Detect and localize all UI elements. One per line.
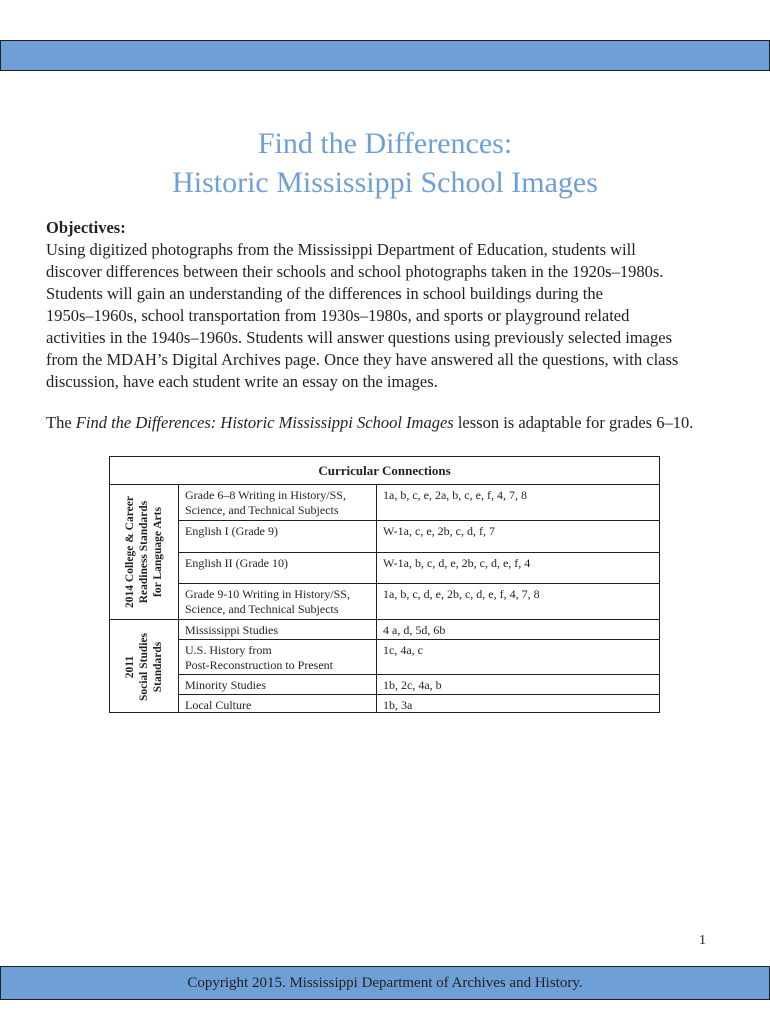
grades-note	[46, 412, 746, 434]
table-row	[179, 640, 660, 675]
title-line-1: Find the Differences:	[257, 127, 513, 160]
subject-text: Post-Reconstruction to Present	[185, 658, 333, 672]
objectives-line: activities in the 1940s–1960s. Students will answer questions using previously selected images	[46, 328, 673, 347]
table-row	[179, 521, 660, 553]
table-row	[179, 485, 660, 521]
subject-cell	[179, 584, 377, 619]
objectives-line: discover differences between their schools and school photographs taken in the 1920s–1980s.	[46, 262, 664, 281]
subject-text: Mississippi Studies	[185, 623, 279, 637]
subject-text: Grade 6–8 Writing in History/SS,	[185, 488, 346, 502]
standards-cell: 1a, b, c, e, 2a, b, c, e, f, 4, 7, 8	[383, 488, 527, 502]
page-number: 1	[699, 933, 706, 948]
subject-cell	[179, 521, 377, 552]
objectives-section	[46, 217, 736, 393]
group-label-line: 2011	[124, 655, 136, 678]
table-header: Curricular Connections	[110, 457, 659, 485]
group-label-line: Readiness Standards	[138, 500, 150, 604]
grades-prefix: The	[46, 413, 76, 432]
group-label-line: Social Studies	[138, 632, 150, 701]
objectives-line: Students will gain an understanding of the differences in school buildings during the	[46, 284, 603, 303]
subject-cell	[179, 553, 377, 583]
objectives-line: Using digitized photographs from the Mississippi Department of Education, students will	[46, 240, 636, 259]
subject-text: English II (Grade 10)	[185, 556, 288, 570]
group-label-line: for Language Arts	[152, 507, 164, 597]
subject-cell	[179, 485, 377, 520]
standards-cell: 1c, 4a, c	[383, 643, 423, 657]
page-title	[0, 124, 770, 202]
standards-cell: W-1a, b, c, d, e, 2b, c, d, e, f, 4	[383, 556, 531, 570]
group-label-social-studies	[110, 620, 179, 713]
curricular-connections-table	[109, 456, 660, 713]
group-label-line: Standards	[152, 641, 164, 692]
table-row	[179, 553, 660, 584]
standards-cell: 1a, b, c, d, e, 2b, c, d, e, f, 4, 7, 8	[383, 587, 540, 601]
standards-cell: 4 a, d, 5d, 6b	[383, 623, 446, 637]
subject-text: U.S. History from	[185, 643, 272, 657]
title-line-2: Historic Mississippi School Images	[172, 166, 598, 199]
header-band	[0, 40, 770, 71]
objectives-heading: Objectives:	[46, 218, 126, 237]
subject-text: Grade 9-10 Writing in History/SS,	[185, 587, 350, 601]
grades-suffix: lesson is adaptable for grades 6–10.	[453, 413, 694, 432]
subject-cell	[179, 620, 377, 639]
subject-cell	[179, 695, 377, 713]
lesson-name: Find the Differences: Historic Mississippi School Images	[75, 413, 454, 432]
standards-cell: 1b, 2c, 4a, b	[383, 678, 442, 692]
copyright-text: Copyright 2015. Mississippi Department of Archives and History.	[187, 974, 583, 991]
objectives-line: discussion, have each student write an essay on the images.	[46, 372, 438, 391]
standards-cell: W-1a, c, e, 2b, c, d, f, 7	[383, 524, 495, 538]
objectives-line: from the MDAH’s Digital Archives page. Once they have answered all the questions, with class	[46, 350, 679, 369]
subject-cell	[179, 640, 377, 674]
objectives-line: 1950s–1960s, school transportation from 1930s–1980s, and sports or playground related	[46, 306, 630, 325]
objectives-body	[46, 239, 736, 393]
standards-cell: 1b, 3a	[383, 698, 413, 712]
table-row	[179, 675, 660, 695]
subject-text: Science, and Technical Subjects	[185, 503, 339, 517]
group-label-college-career	[110, 485, 179, 620]
subject-text: Minority Studies	[185, 678, 267, 692]
subject-text: English I (Grade 9)	[185, 524, 278, 538]
table-row	[179, 584, 660, 620]
subject-text: Science, and Technical Subjects	[185, 602, 339, 616]
footer-band	[0, 966, 770, 1000]
subject-text: Local Culture	[185, 698, 252, 712]
table-row	[179, 620, 660, 640]
group-label-line: 2014 College & Career	[124, 496, 136, 608]
table-row	[179, 695, 660, 713]
subject-cell	[179, 675, 377, 694]
